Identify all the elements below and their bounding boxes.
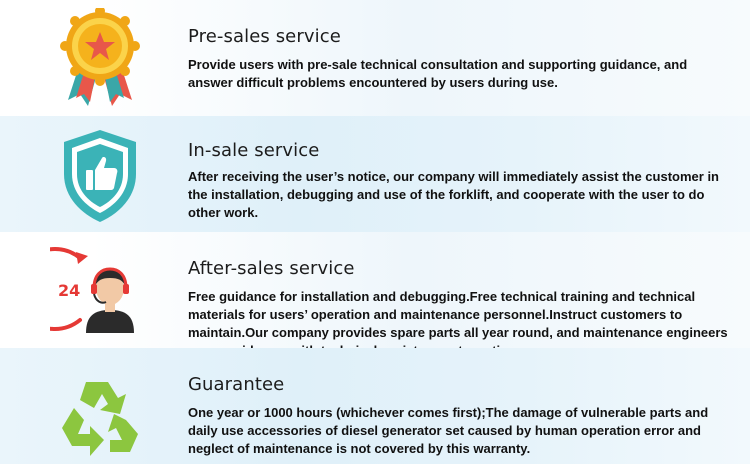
service-section-pre-sales: [0, 0, 750, 116]
service-section-after-sales: [0, 232, 750, 348]
service-section-in-sale: [0, 116, 750, 232]
service-title: Pre-sales service: [188, 26, 341, 47]
service-title: Guarantee: [188, 374, 285, 395]
thumbs-up-shield-icon: [50, 126, 150, 226]
service-description: After receiving the user’s notice, our company will immediately assist the customer in the installation, debugging and use of the forklift, and cooperate with the user to do other work.: [188, 169, 719, 220]
service-title: After-sales service: [188, 258, 355, 279]
service-description: Provide users with pre-sale technical consultation and supporting guidance, and answer difficult problems encountered by users during use.: [188, 57, 688, 90]
hours-24-label: 24: [58, 281, 81, 300]
service-description: Free guidance for installation and debugging.Free technical training and technical materials for users’ operation and maintenance personnel.Instruct customers to maintain.Our company provides spare parts all year round, and maintenance engineers: [188, 289, 728, 340]
service-title: In-sale service: [188, 140, 320, 161]
medal-icon: [50, 8, 150, 108]
support-agent-24-icon: [50, 238, 150, 338]
service-description: One year or 1000 hours (whichever comes first);The damage of vulnerable parts and daily use accessories of diesel generator set caused by human operation error and neglect of maintenance is not covered by this warranty.: [188, 405, 709, 456]
recycle-icon: [50, 368, 150, 464]
service-section-guarantee: [0, 348, 750, 464]
